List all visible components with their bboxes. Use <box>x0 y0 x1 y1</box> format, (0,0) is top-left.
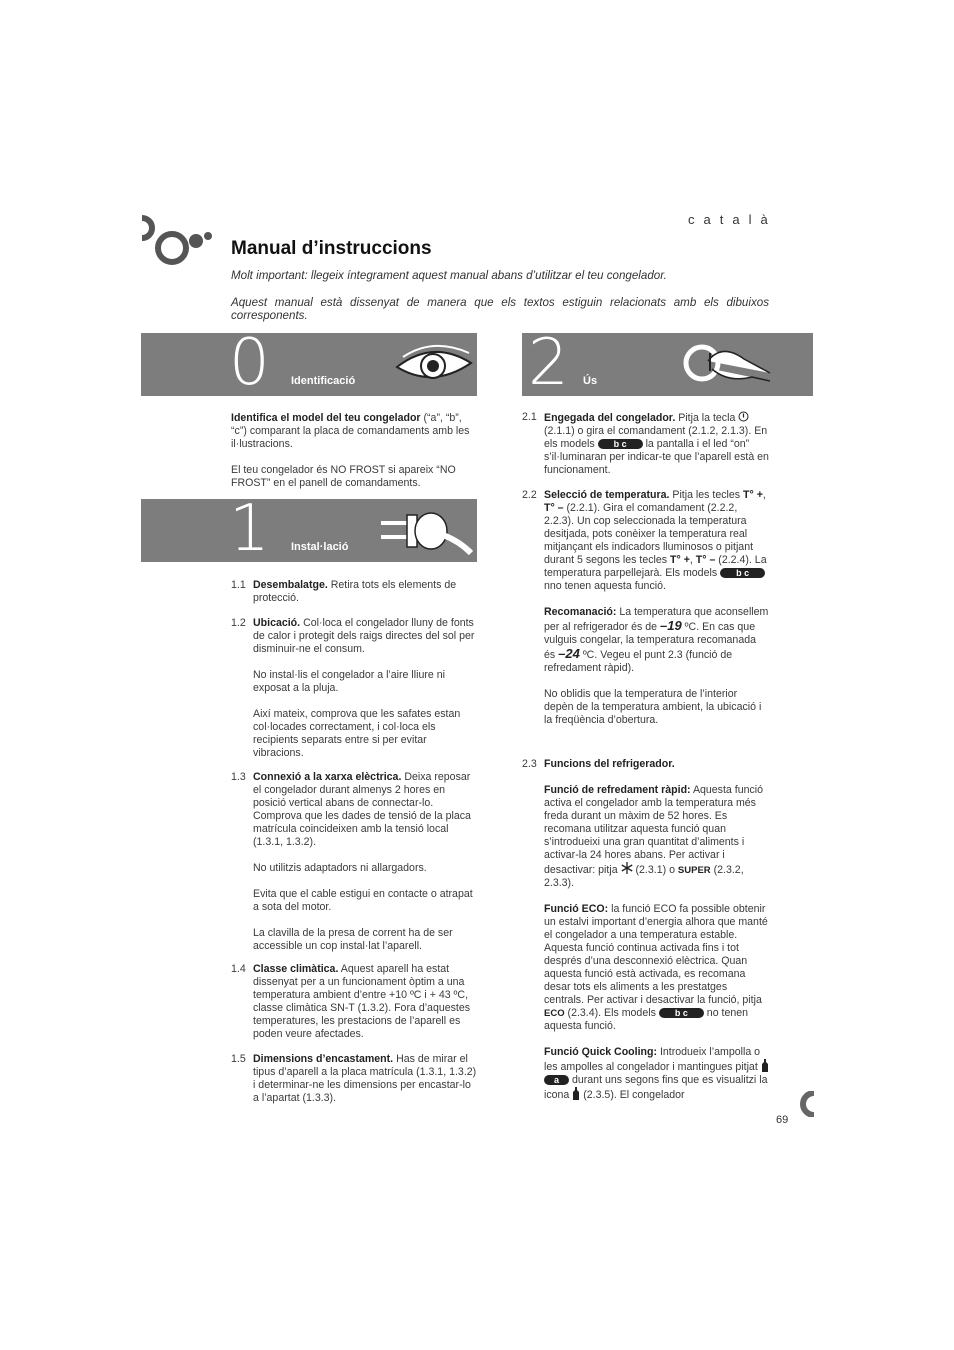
section-0-text <box>231 412 477 490</box>
super-key: SUPER <box>677 865 711 876</box>
section-2-number: 2 <box>528 326 569 400</box>
brand-logo-icon <box>136 214 216 274</box>
section-0-number: 0 <box>229 326 270 400</box>
temp-minus-key: T° – <box>544 502 564 514</box>
temp-minus-key-2: T° – <box>695 554 716 566</box>
recommended-temp-fridge: –19 <box>660 618 682 633</box>
language-label: català <box>688 212 777 227</box>
section-0-paragraph-2: El teu congelador és NO FROST si apareix “NO FROST” en el panell de comandaments. <box>231 464 456 489</box>
page-number: 69 <box>776 1114 789 1126</box>
eco-key: ECO <box>544 1008 565 1019</box>
bottle-icon-2 <box>572 1087 580 1100</box>
temp-plus-key: T° + <box>743 489 763 501</box>
bottle-icon <box>761 1059 769 1072</box>
section-0-banner <box>141 326 477 400</box>
intro-description: Aquest manual està dissenyat de manera que els textos estiguin relacionats amb els dibuixos corresponents. <box>231 296 769 322</box>
section-1-number: 1 <box>229 492 270 566</box>
section-0-paragraph-1: Identifica el model del teu congelador (“a”, “b”, “c”) comparant la placa de comandaments amb les il·lustracions. <box>231 412 470 450</box>
snowflake-icon <box>621 862 633 874</box>
plug-icon <box>373 507 473 557</box>
section-2-label: Ús <box>583 375 598 387</box>
eye-icon <box>393 339 475 389</box>
recommended-temp-freeze: –24 <box>558 646 580 661</box>
page-title: Manual d’instruccions <box>231 238 432 259</box>
section-1-banner <box>141 492 477 566</box>
page-corner-circle-icon <box>792 1091 814 1117</box>
model-a-badge: a <box>544 1075 569 1085</box>
model-bc-badge: b c <box>598 439 643 449</box>
model-bc-badge-2: b c <box>720 568 765 578</box>
section-1-label: Instal·lació <box>291 541 349 553</box>
section-0-label: Identificació <box>291 375 356 387</box>
section-2-banner <box>522 326 813 400</box>
temp-plus-key-2: T° + <box>670 554 690 566</box>
intro-important: Molt important: llegeix íntegrament aquest manual abans d’utilitzar el teu congelador. <box>231 269 667 282</box>
finger-press-icon <box>682 339 772 391</box>
model-bc-badge-3: b c <box>659 1008 704 1018</box>
power-button-icon <box>738 411 749 422</box>
